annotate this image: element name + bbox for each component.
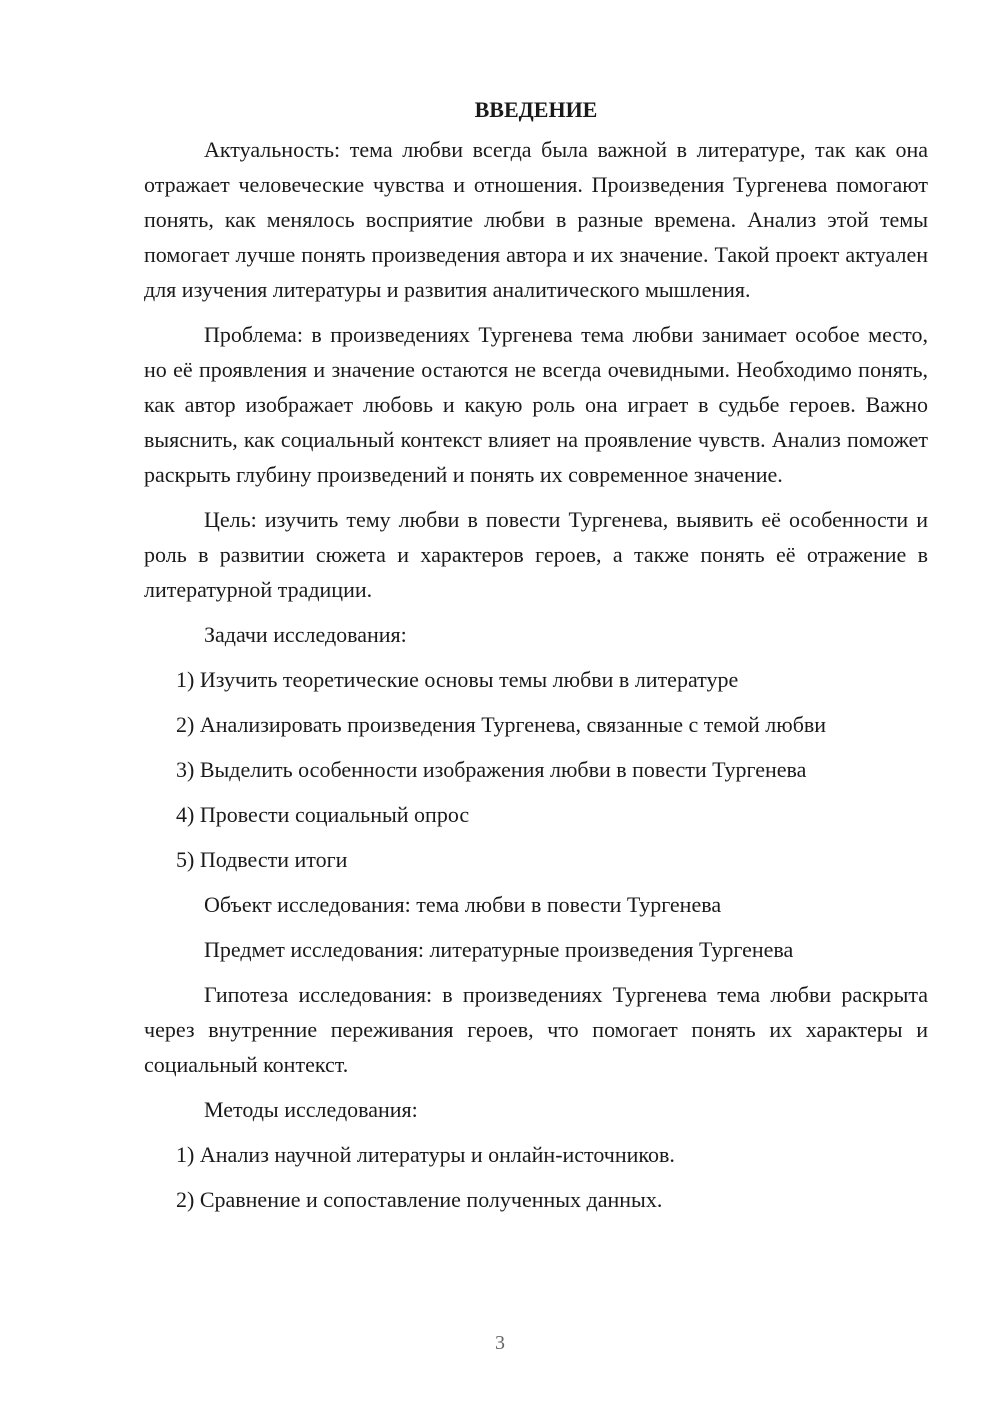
section-title: ВВЕДЕНИЕ	[474, 97, 598, 122]
relevance-paragraph: Актуальность: тема любви всегда была важной в литературе, так как она отражает человеческие чувства и отношения. Произведения Тургенева помогают понять, как менялось восприятие любви в разные времена. Анализ этой темы помогает лучше понять произведения автора и их значение. Такой проект актуален для изучения литературы и развития аналитического мышления.	[144, 137, 928, 302]
method-item: 2) Сравнение и сопоставление полученных данных.	[176, 1187, 663, 1212]
tasks-list	[144, 662, 928, 877]
tasks-heading: Задачи исследования:	[204, 622, 407, 647]
task-item: 4) Провести социальный опрос	[176, 802, 470, 827]
task-item: 2) Анализировать произведения Тургенева, связанные с темой любви	[176, 712, 827, 737]
problem-paragraph: Проблема: в произведениях Тургенева тема любви занимает особое место, но её проявления и значение остаются не всегда очевидными. Необходимо понять, как автор изображает любовь и какую роль она играет в судьбе героев. Важно выяснить, как социальный контекст влияет на проявление чувств. Анализ поможет раскрыть глубину произведений и понять их современное значение.	[144, 322, 928, 487]
document-page	[144, 92, 928, 1227]
object-line: Объект исследования: тема любви в повести Тургенева	[204, 892, 722, 917]
page-number: 3	[495, 1332, 505, 1354]
methods-heading: Методы исследования:	[204, 1097, 418, 1122]
method-item: 1) Анализ научной литературы и онлайн-источников.	[176, 1142, 675, 1167]
methods-list	[144, 1137, 928, 1217]
task-item: 3) Выделить особенности изображения любви в повести Тургенева	[176, 757, 807, 782]
task-item: 1) Изучить теоретические основы темы любви в литературе	[176, 667, 739, 692]
hypothesis-paragraph: Гипотеза исследования: в произведениях Тургенева тема любви раскрыта через внутренние переживания героев, что помогает понять их характеры и социальный контекст.	[144, 982, 928, 1077]
subject-line: Предмет исследования: литературные произведения Тургенева	[204, 937, 794, 962]
task-item: 5) Подвести итоги	[176, 847, 348, 872]
goal-paragraph: Цель: изучить тему любви в повести Тургенева, выявить её особенности и роль в развитии сюжета и характеров героев, а также понять её отражение в литературной традиции.	[144, 507, 928, 602]
